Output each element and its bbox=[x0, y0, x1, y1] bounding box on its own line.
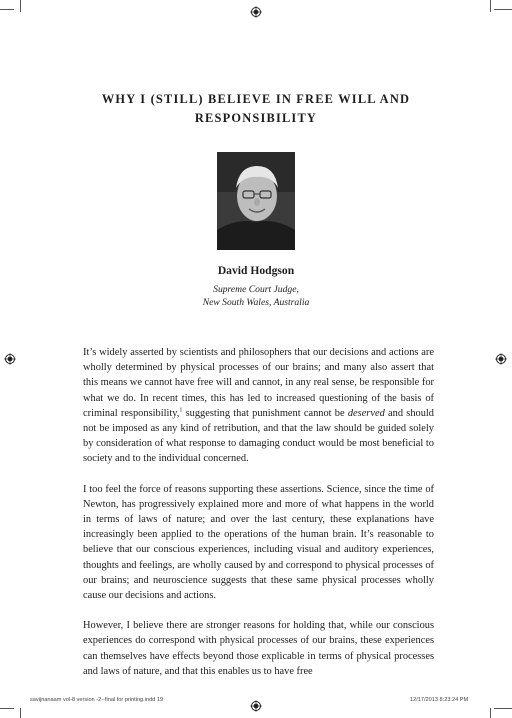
author-name: David Hodgson bbox=[217, 264, 295, 277]
author-location: New South Wales, Australia bbox=[202, 297, 310, 308]
author-portrait-photo bbox=[217, 152, 295, 250]
footer-timestamp: 12/17/2013 8:23:24 PM bbox=[410, 697, 469, 703]
author-position: Supreme Court Judge, bbox=[213, 284, 299, 295]
registration-mark-icon bbox=[250, 6, 262, 18]
footnote-marker: 1 bbox=[179, 407, 183, 414]
paragraph: However, I believe there are stronger reasons for holding that, while our conscious experiences do correspond with physical processes of our brains, these experiences can themselves have effects beyond those explicable in terms of physical processes and laws of nature, and that this enables us to have free bbox=[83, 620, 434, 677]
paragraph: It’s widely asserted by scientists and philosophers that our decisions and actions are wholly determined by physical processes of our brains; and many also assert that this means we cannot have free will and cannot, in any real sense, be responsible for what we do. In recent times, this has led to increased questioning of the basis of criminal responsibility,$^1$ suggesting that punishment cannot be deserved and should not be imposed as any kind of retribution, and that the law should be guided solely by consideration of what response to damaging conduct would be most beneficial to society and to the individual concerned. bbox=[83, 347, 434, 465]
crop-mark bbox=[20, 0, 21, 12]
crop-mark bbox=[0, 708, 14, 709]
registration-mark-icon bbox=[4, 353, 16, 365]
crop-mark bbox=[494, 708, 512, 709]
emphasis: deserved bbox=[347, 407, 385, 419]
footer-file-slug: savijnanaam vol-8 version -2--final for printing.indd 19 bbox=[30, 697, 164, 703]
registration-mark-icon bbox=[495, 353, 507, 365]
crop-mark bbox=[20, 708, 21, 718]
crop-mark bbox=[0, 9, 14, 10]
crop-mark bbox=[494, 9, 512, 10]
crop-mark bbox=[490, 0, 491, 12]
paragraph: I too feel the force of reasons supporting these assertions. Science, since the time of Newton, has progressively explained more and more of what happens in the world in terms of laws of nature; and over the last century, these explanations have increasingly been applied to the operations of the human brain. It’s reasonable to believe that our conscious experiences, including visual and auditory experiences, thoughts and feelings, are wholly caused by and correspond to physical processes of our brains; and neuroscience suggests that these same physical processes wholly cause our decisions and actions. bbox=[83, 483, 434, 602]
portrait-icon bbox=[217, 152, 295, 250]
registration-mark-icon bbox=[250, 700, 262, 712]
crop-mark bbox=[490, 708, 491, 718]
article-body bbox=[83, 345, 434, 694]
author-affiliation bbox=[90, 283, 422, 309]
page-title: WHY I (STILL) BELIEVE IN FREE WILL AND RESPONSIBILITY bbox=[101, 92, 411, 125]
